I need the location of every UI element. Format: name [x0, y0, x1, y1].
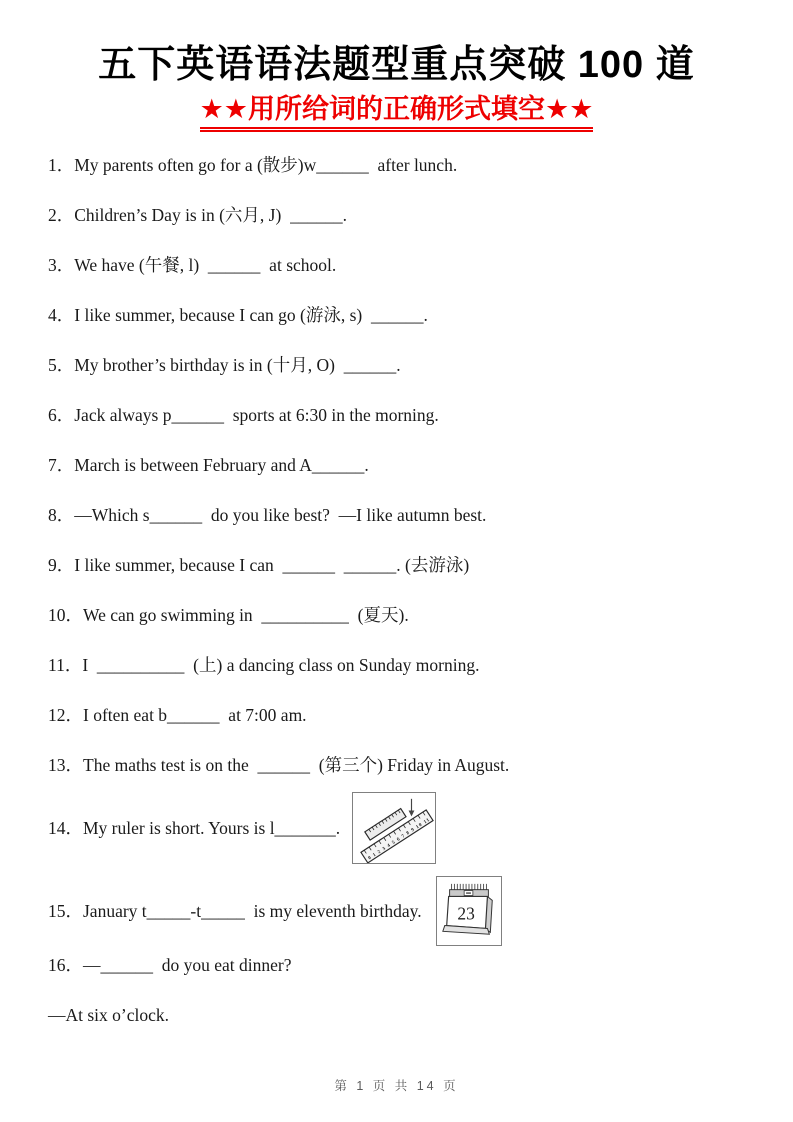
question-number: 7．: [48, 455, 75, 476]
question-number: 12．: [48, 705, 83, 726]
question-row-1: [48, 154, 767, 177]
question-number: 11．: [48, 655, 83, 676]
question-text: I like summer, because I can ______ ______. (去游泳): [74, 555, 470, 576]
question-text: I like summer, because I can go (游泳, s) ______.: [74, 305, 428, 326]
page-footer: 第 1 页 共 14 页: [334, 1079, 459, 1093]
question-row-16: [48, 954, 767, 977]
question-row-11: [48, 654, 767, 677]
question-number: 14．: [48, 817, 83, 838]
question-number: 13．: [48, 755, 83, 776]
question-row-3: [48, 254, 767, 277]
question-text: We can go swimming in __________ (夏天).: [83, 605, 409, 626]
question-text: My brother’s birthday is in (十月, O) ______.: [74, 355, 401, 376]
question-row-10: [48, 604, 767, 627]
question-row-6: [48, 404, 767, 427]
question-number: 3．: [48, 255, 75, 276]
question-number: 1．: [48, 155, 75, 176]
question-text: March is between February and A______.: [74, 455, 369, 476]
question-number: 4．: [48, 305, 75, 326]
question-text: —______ do you eat dinner?: [83, 955, 292, 976]
section-heading-row: [0, 93, 793, 133]
question-16-answer-line: —At six o’clock.: [48, 1005, 170, 1026]
question-row-8: [48, 504, 767, 527]
calendar-day-number: 23: [456, 904, 475, 925]
calendar-image: [436, 876, 502, 946]
question-number: 16．: [48, 955, 83, 976]
question-text: My parents often go for a (散步)w______ after lunch.: [74, 155, 458, 176]
question-number: 9．: [48, 555, 75, 576]
question-text: The maths test is on the ______ (第三个) Friday in August.: [83, 755, 510, 776]
question-row-5: [48, 354, 767, 377]
question-text: January t_____-t_____ is my eleventh birthday.: [83, 900, 422, 921]
page-title: 五下英语语法题型重点突破 100 道: [98, 44, 695, 86]
question-number: 15．: [48, 900, 83, 921]
question-number: 8．: [48, 505, 75, 526]
question-text-wrap: [48, 817, 340, 840]
question-text: Jack always p______ sports at 6:30 in the morning.: [74, 405, 439, 426]
ruler-image: [352, 792, 436, 864]
question-text-wrap: [48, 900, 422, 923]
ruler-scale-numbers: 0 1 2 3 4 5 6 7 8 9 10 11: [367, 818, 431, 862]
question-row-9: [48, 554, 767, 577]
arrow-down-icon: [409, 811, 415, 817]
question-row-2: [48, 204, 767, 227]
question-row-13: [48, 754, 767, 777]
question-row-7: [48, 454, 767, 477]
question-row-4: [48, 304, 767, 327]
question-number: 2．: [48, 205, 75, 226]
question-number: 6．: [48, 405, 75, 426]
question-text: We have (午餐, l) ______ at school.: [74, 255, 337, 276]
question-row-14: [48, 792, 767, 864]
question-text: —Which s______ do you like best? —I like autumn best.: [74, 505, 487, 526]
question-row-15: [48, 876, 767, 946]
question-number: 10．: [48, 605, 83, 626]
question-number: 5．: [48, 355, 75, 376]
question-text: My ruler is short. Yours is l_______.: [83, 817, 341, 838]
question-list: [48, 154, 767, 1027]
question-text: I often eat b______ at 7:00 am.: [83, 705, 307, 726]
question-text: I __________ (上) a dancing class on Sunday morning.: [82, 655, 480, 676]
question-text: Children’s Day is in (六月, J) ______.: [74, 205, 347, 226]
section-heading: ★★用所给词的正确形式填空★★: [200, 93, 594, 133]
question-row-12: [48, 704, 767, 727]
